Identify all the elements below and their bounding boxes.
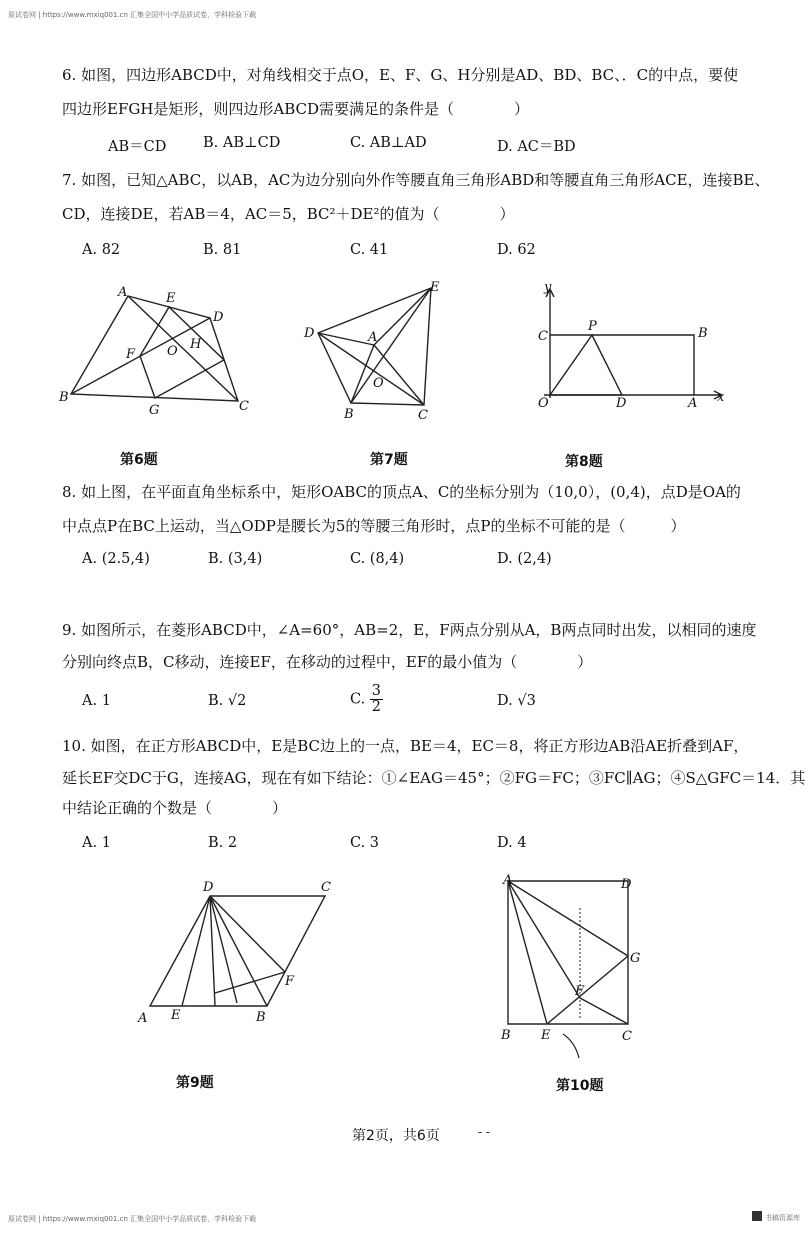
q9-option-d-value: √3 bbox=[517, 693, 536, 709]
page-number: 第2页，共6页 bbox=[352, 1128, 440, 1144]
fig9-label-a: A bbox=[138, 1011, 148, 1026]
fig9-label-f: F bbox=[285, 974, 295, 989]
fig6-label-f: F bbox=[126, 347, 136, 362]
fig8-label-o: O bbox=[538, 396, 549, 411]
q9-option-c-denominator: 2 bbox=[371, 699, 382, 715]
q9-option-b-prefix: B. bbox=[208, 693, 228, 709]
fig6-label-h: H bbox=[190, 337, 202, 352]
fig8-label-c: C bbox=[538, 329, 548, 344]
fig8-label-x: x bbox=[717, 390, 725, 405]
fig8-label-d: D bbox=[616, 396, 627, 411]
q6-option-a: AB＝CD bbox=[108, 139, 167, 155]
fig6-label-o: O bbox=[167, 344, 178, 359]
fig6-label-a: A bbox=[118, 285, 128, 300]
fig7-label-a: A bbox=[368, 330, 378, 345]
figure-6 bbox=[55, 280, 260, 420]
q7-option-b: B. 81 bbox=[203, 242, 242, 258]
q9-option-c-prefix: C. bbox=[350, 691, 370, 708]
fig8-label-a: A bbox=[688, 396, 698, 411]
fig6-label-d: D bbox=[213, 310, 224, 325]
q7-option-c: C. 41 bbox=[350, 242, 389, 258]
q6-option-d: D. AC＝BD bbox=[497, 139, 576, 155]
fig9-label-d: D bbox=[203, 880, 214, 895]
q6-line1: 6. 如图，四边形ABCD中，对角线相交于点O，E、F、G、H分别是AD、BD、BC、．C的中点，要使 bbox=[62, 66, 739, 84]
q9-option-d-prefix: D. bbox=[497, 693, 518, 709]
q6-option-c: C. AB⊥AD bbox=[350, 135, 427, 151]
fig10-label-g: G bbox=[630, 951, 641, 966]
q9-option-c-numerator: 3 bbox=[371, 683, 382, 699]
figure-7 bbox=[300, 275, 450, 425]
q9-option-b-value: √2 bbox=[227, 693, 247, 709]
fig9-label-c: C bbox=[321, 880, 331, 895]
q8-option-a: A. (2.5,4) bbox=[82, 551, 150, 567]
q8-line1: 8. 如上图，在平面直角坐标系中，矩形OABC的顶点A、C的坐标分别为（10,0），(0,4)，点D是OA的 bbox=[62, 483, 741, 501]
footer-mark: - - bbox=[478, 1125, 490, 1139]
q8-option-d: D. (2,4) bbox=[497, 551, 552, 567]
qr-code-icon bbox=[752, 1211, 762, 1221]
fig8-label-y: y bbox=[544, 280, 552, 295]
q6-line2: 四边形EFGH是矩形，则四边形ABCD需要满足的条件是（ ） bbox=[62, 100, 530, 118]
fig7-label-e: E bbox=[430, 280, 440, 295]
figure-10 bbox=[495, 870, 655, 1060]
q10-line2: 延长EF交DC于G，连接AG，现在有如下结论：①∠EAG＝45°；②FG＝FC；③FC∥AG；④S△GFC＝14．其 bbox=[62, 769, 805, 787]
q10-line1: 10. 如图，在正方形ABCD中，E是BC边上的一点，BE＝4，EC＝8，将正方形边AB沿AE折叠到AF， bbox=[62, 737, 749, 755]
q9-option-c bbox=[350, 684, 383, 715]
figure-8-caption: 第8题 bbox=[565, 454, 603, 470]
fig6-label-e: E bbox=[166, 291, 176, 306]
q9-line2: 分别向终点B，C移动，连接EF，在移动的过程中，EF的最小值为（ ） bbox=[62, 653, 593, 671]
q10-line3: 中结论正确的个数是（ ） bbox=[62, 799, 288, 817]
q10-option-d: D. 4 bbox=[497, 835, 527, 851]
fig8-label-p: P bbox=[588, 319, 597, 334]
fig7-label-d: D bbox=[304, 326, 315, 341]
bottom-header: 原试卷网 | https://www.mxiq001.cn 汇集全国中小学品质试卷，学科检验下载 bbox=[8, 1215, 257, 1223]
fig7-label-c: C bbox=[418, 408, 428, 423]
fig6-label-c: C bbox=[239, 399, 249, 414]
q9-option-a: A. 1 bbox=[82, 693, 111, 709]
fig10-label-c: C bbox=[622, 1029, 632, 1044]
q10-option-a: A. 1 bbox=[82, 835, 111, 851]
fig8-label-b: B bbox=[698, 326, 708, 341]
bottom-brand: 书稿资源库 bbox=[765, 1214, 800, 1222]
q7-option-a: A. 82 bbox=[82, 242, 121, 258]
fig10-label-a: A bbox=[503, 873, 513, 888]
page-header: 原试卷网 | https://www.mxiq001.cn 汇集全国中小学品质试卷，学科检验下载 bbox=[8, 11, 257, 19]
q7-option-d: D. 62 bbox=[497, 242, 536, 258]
fig10-label-f: F bbox=[575, 984, 585, 999]
q7-line2: CD，连接DE，若AB＝4，AC＝5，BC²＋DE²的值为（ ） bbox=[62, 205, 515, 223]
fig10-label-e: E bbox=[541, 1028, 551, 1043]
figure-9 bbox=[135, 875, 350, 1030]
fig7-label-o: O bbox=[373, 376, 384, 391]
q8-option-b: B. (3,4) bbox=[208, 551, 263, 567]
fig10-label-b: B bbox=[501, 1028, 511, 1043]
fig10-label-d: D bbox=[621, 877, 632, 892]
fig9-label-e: E bbox=[171, 1008, 181, 1023]
q10-option-c: C. 3 bbox=[350, 835, 380, 851]
figure-7-caption: 第7题 bbox=[370, 452, 408, 468]
figure-8 bbox=[530, 280, 730, 413]
q9-option-b bbox=[208, 693, 246, 709]
q8-line2: 中点点P在BC上运动，当△ODP是腰长为5的等腰三角形时，点P的坐标不可能的是（ ） bbox=[62, 517, 686, 535]
figure-6-caption: 第6题 bbox=[120, 452, 158, 468]
q8-option-c: C. (8,4) bbox=[350, 551, 405, 567]
fig9-label-b: B bbox=[256, 1010, 266, 1025]
fig7-label-b: B bbox=[344, 407, 354, 422]
q9-option-d bbox=[497, 693, 536, 709]
fig6-label-g: G bbox=[149, 403, 160, 418]
fig6-label-b: B bbox=[59, 390, 69, 405]
q10-option-b: B. 2 bbox=[208, 835, 238, 851]
figure-10-caption: 第10题 bbox=[556, 1078, 604, 1094]
q9-line1: 9. 如图所示，在菱形ABCD中，∠A=60°，AB=2，E，F两点分别从A，B两点同时出发，以相同的速度 bbox=[62, 621, 757, 639]
q7-line1: 7. 如图，已知△ABC，以AB，AC为边分别向外作等腰直角三角形ABD和等腰直角三角形ACE，连接BE、 bbox=[62, 171, 770, 189]
q6-option-b: B. AB⊥CD bbox=[203, 135, 281, 151]
figure-9-caption: 第9题 bbox=[176, 1075, 214, 1091]
